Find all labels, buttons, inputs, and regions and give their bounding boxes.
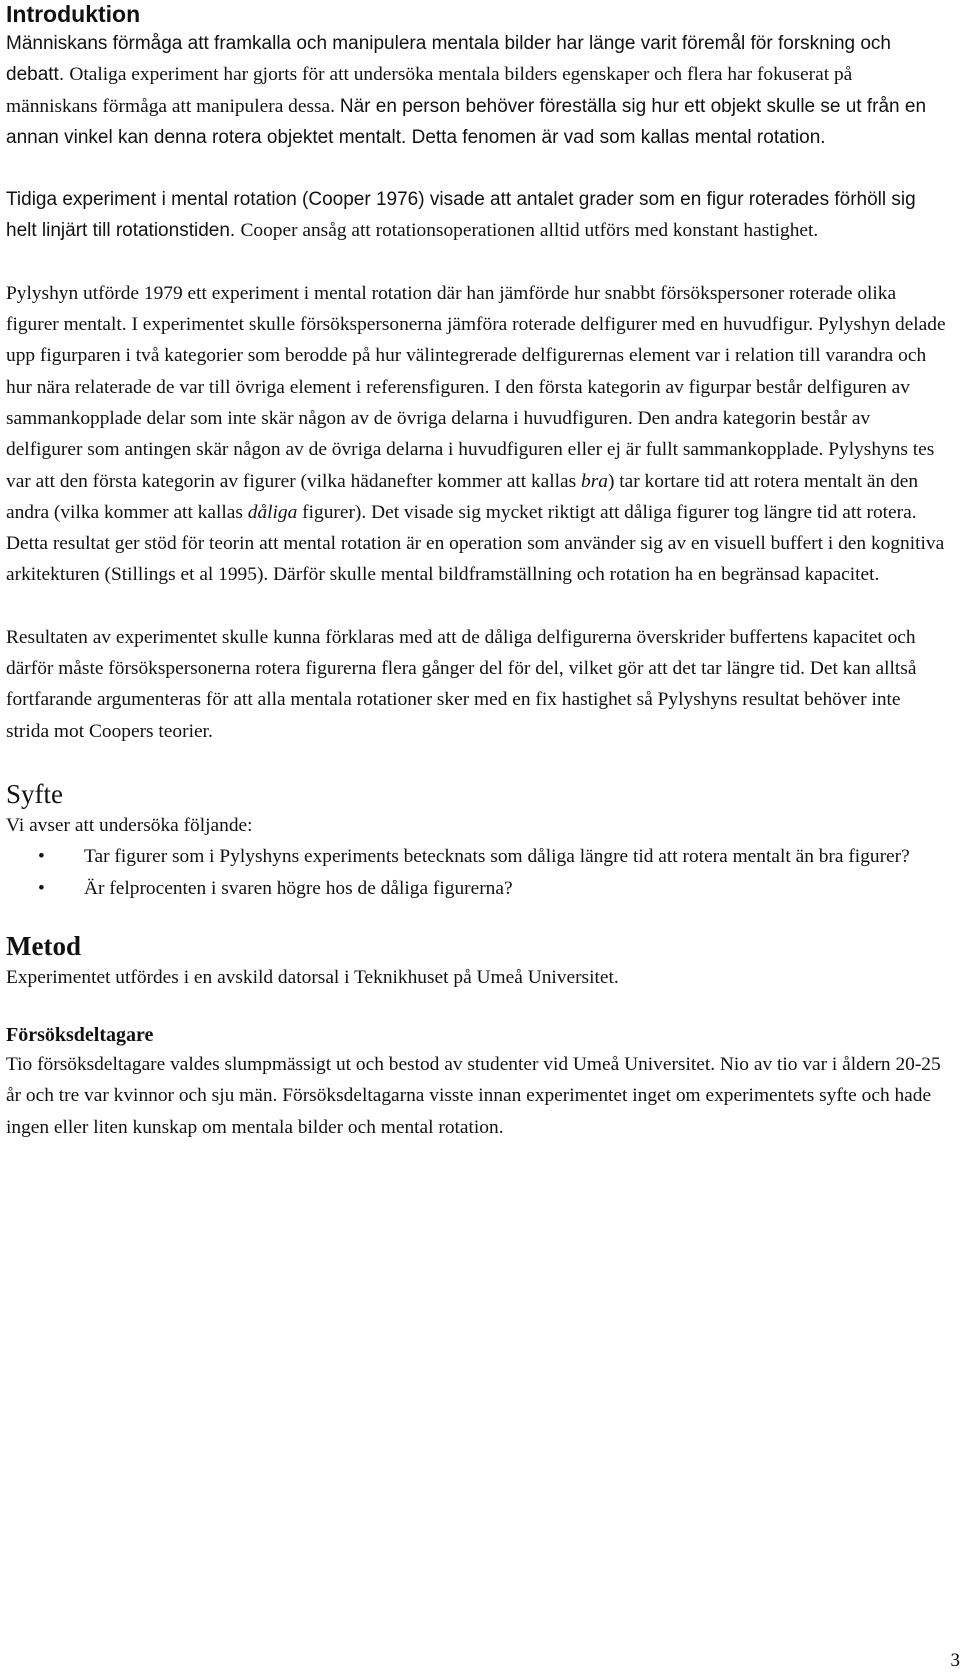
intro-p3-part-a: Pylyshyn utförde 1979 ett experiment i mental rotation där han jämförde hur snabbt försökspersoner roterade olika figurer mentalt. I experimentet skulle försökspersonerna jämföra roterade delfigurer med en huvudfigur. Pylyshyn delade upp figurparen i två kategorier som berodde på hur välintegrerade delfigurernas element var i relation till varandra och hur nära relaterade de var till övriga element i referensfiguren. I den första kategorin av figurpar består delfiguren av sammankopplade delar som inte skär någon av de övriga delarna i huvudfiguren. Den andra kategorin består av delfigurer som antingen skär någon av de övriga delarna i huvudfiguren eller ej är fullt sammankopplade. Pylyshyns tes var att den första kategorin av figurer (vilka hädanefter kommer att kallas	[6, 282, 946, 492]
intro-p1-part-b: Otaliga experiment har gjorts för att undersöka mentala bilders egenskaper och flera har fokuserat på människans förmåga att manipulera dessa.	[6, 64, 853, 117]
syfte-list	[6, 841, 946, 904]
paragraph-gap	[6, 904, 946, 930]
intro-paragraph-1	[6, 28, 946, 153]
intro-p2-part-b: Cooper ansåg att rotationsoperationen alltid utförs med konstant hastighet.	[240, 220, 819, 242]
intro-p3-part-c: figurer). Det visade sig mycket riktigt att dåliga figurer tog längre tid att rotera. Detta resultat ger stöd för teorin att mental rotation är en operation som använder sig av en visuell buffert i den kognitiva arkitekturen (Stillings et al 1995). Därför skulle mental bildframställning och rotation ha en begränsad kapacitet.	[6, 501, 945, 586]
section-heading-metod: Metod	[6, 930, 81, 961]
paragraph-gap	[6, 247, 946, 278]
list-item-text: Är felprocenten i svaren högre hos de dåliga figurerna?	[84, 877, 513, 899]
section-heading-introduktion: Introduktion	[6, 1, 141, 27]
intro-p3-part-b: ) tar kortare tid att rotera mentalt än den andra (vilka kommer att kallas	[6, 470, 919, 523]
intro-paragraph-2	[6, 184, 946, 247]
page-number: 3	[950, 1650, 960, 1671]
syfte-lead: Vi avser att undersöka följande:	[6, 814, 253, 836]
paragraph-gap	[6, 993, 946, 1021]
section-heading-syfte: Syfte	[6, 778, 63, 809]
intro-p3-emphasis-bra: bra	[581, 470, 608, 492]
intro-p1-part-c: När en person behöver föreställa sig hur ett objekt skulle se ut från en annan vinkel kan denna rotera objektet mentalt. Detta fenomen är vad som kallas mental rotation.	[6, 95, 927, 148]
metod-text: Experimentet utfördes i en avskild datorsal i Teknikhuset på Umeå Universitet.	[6, 966, 619, 988]
paragraph-gap	[6, 153, 946, 184]
bullet-icon: •	[38, 877, 45, 899]
subsection-heading-forsoksdeltagare: Försöksdeltagare	[6, 1024, 154, 1047]
intro-p1-part-a: Människans förmåga att framkalla och manipulera mentala bilder har länge varit föremål för forskning och debatt.	[6, 33, 891, 86]
intro-p2-part-a: Tidiga experiment i mental rotation (Cooper 1976) visade att antalet grader som en figur roterades förhöll sig helt linjärt till rotationstiden.	[6, 189, 916, 242]
intro-paragraph-3	[6, 278, 946, 591]
list-item-text: Tar figurer som i Pylyshyns experiments betecknats som dåliga längre tid att rotera mentalt än bra figurer?	[84, 846, 910, 868]
intro-p3-emphasis-daliga: dåliga	[247, 501, 298, 523]
document-page	[6, 0, 946, 1143]
list-item	[6, 873, 946, 904]
paragraph-gap	[6, 591, 946, 622]
bullet-icon: •	[38, 846, 45, 868]
paragraph-gap	[6, 747, 946, 778]
list-item	[6, 841, 946, 872]
forsoksdeltagare-text: Tio försöksdeltagare valdes slumpmässigt ut och bestod av studenter vid Umeå Universitet. Nio av tio var i åldern 20-25 år och tre var kvinnor och sju män. Försöksdeltagarna visste innan experimentet inget om experimentets syfte och hade ingen eller liten kunskap om mentala bilder och mental rotation.	[6, 1054, 941, 1138]
intro-paragraph-4: Resultaten av experimentet skulle kunna förklaras med att de dåliga delfigurerna överskrider buffertens kapacitet och därför måste försökspersonerna rotera figurerna flera gånger del för del, vilket gör att det tar längre tid. Det kan alltså fortfarande argumenteras för att alla mentala rotationer sker med en fix hastighet så Pylyshyns resultat behöver inte strida mot Coopers teorier.	[6, 626, 917, 742]
